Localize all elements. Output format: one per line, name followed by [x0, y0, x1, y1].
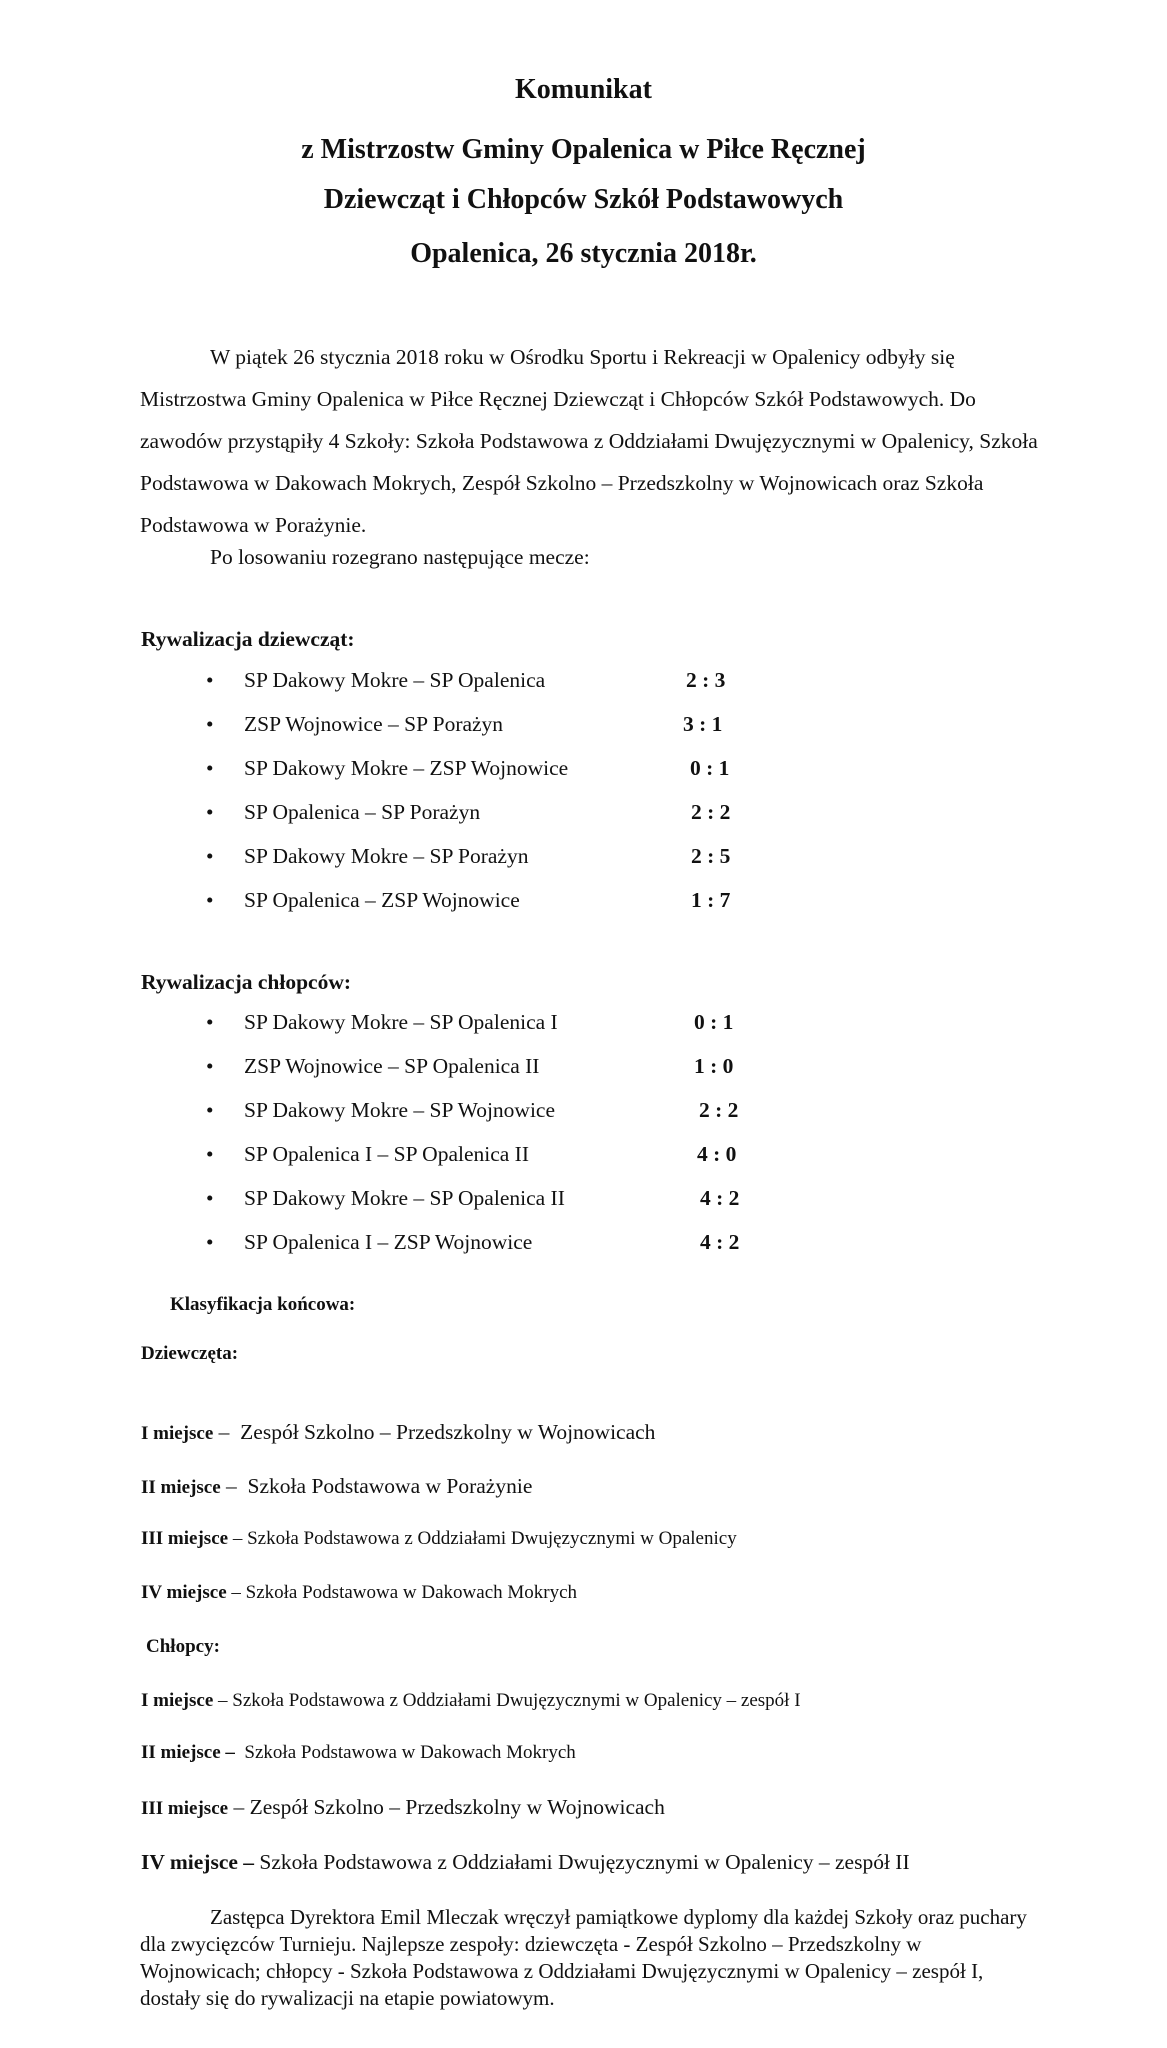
place-rank: IV miejsce – — [141, 1850, 255, 1874]
match-teams: ZSP Wojnowice – SP Opalenica II — [244, 1054, 540, 1078]
place-school: Szkoła Podstawowa w Dakowach Mokrych — [244, 1742, 576, 1763]
boys-place-item — [141, 1850, 910, 1875]
match-score: 4 : 2 — [700, 1230, 740, 1254]
place-school: Szkoła Podstawowa w Porażynie — [247, 1474, 533, 1498]
match-teams: SP Opalenica I – SP Opalenica II — [244, 1142, 530, 1166]
bullet-icon: • — [206, 1230, 214, 1254]
match-score: 1 : 7 — [691, 888, 731, 912]
bullet-icon: • — [206, 1010, 214, 1034]
match-teams: SP Dakowy Mokre – SP Wojnowice — [244, 1098, 556, 1122]
boys-classification-label: Chłopcy: — [146, 1636, 220, 1657]
match-score: 2 : 5 — [691, 844, 731, 868]
girls-matches-heading: Rywalizacja dziewcząt: — [141, 627, 355, 651]
girls-place-item — [141, 1420, 655, 1445]
match-score: 2 : 3 — [686, 668, 726, 692]
match-score: 4 : 2 — [700, 1186, 740, 1210]
girls-place-item — [141, 1582, 577, 1604]
bullet-icon: • — [206, 1054, 214, 1078]
match-score: 0 : 1 — [690, 756, 730, 780]
match-teams: SP Opalenica I – ZSP Wojnowice — [244, 1230, 533, 1254]
match-score: 2 : 2 — [699, 1098, 739, 1122]
bullet-icon: • — [206, 668, 214, 692]
place-rank: III miejsce — [141, 1528, 229, 1549]
bullet-icon: • — [206, 1186, 214, 1210]
classification-heading: Klasyfikacja końcowa: — [170, 1294, 356, 1315]
match-score: 4 : 0 — [697, 1142, 737, 1166]
place-separator — [235, 1742, 245, 1763]
title-line-1: Komunikat — [515, 74, 652, 105]
place-separator: – — [220, 1474, 248, 1498]
place-rank: I miejsce — [141, 1423, 214, 1444]
match-teams: SP Opalenica – ZSP Wojnowice — [244, 888, 520, 912]
bullet-icon: • — [206, 756, 214, 780]
match-teams: SP Dakowy Mokre – ZSP Wojnowice — [244, 756, 569, 780]
match-score: 1 : 0 — [694, 1054, 734, 1078]
boys-place-item — [141, 1742, 576, 1764]
boys-matches-heading: Rywalizacja chłopców: — [141, 970, 352, 994]
place-separator: – — [213, 1420, 241, 1444]
bullet-icon: • — [206, 1142, 214, 1166]
title-line-4: Opalenica, 26 stycznia 2018r. — [410, 238, 757, 269]
match-teams: SP Opalenica – SP Porażyn — [244, 800, 481, 824]
girls-place-item — [141, 1474, 532, 1499]
bullet-icon: • — [206, 800, 214, 824]
match-teams: SP Dakowy Mokre – SP Opalenica — [244, 668, 546, 692]
title-line-2: z Mistrzostw Gminy Opalenica w Piłce Ręcznej — [301, 134, 866, 165]
bullet-icon: • — [206, 712, 214, 736]
place-rank: I miejsce — [141, 1690, 214, 1711]
place-school: Szkoła Podstawowa z Oddziałami Dwujęzycznymi w Opalenicy – zespół I — [232, 1690, 801, 1711]
bullet-icon: • — [206, 844, 214, 868]
place-separator: – — [228, 1528, 248, 1549]
place-separator: – — [228, 1795, 250, 1819]
match-teams: SP Dakowy Mokre – SP Porażyn — [244, 844, 529, 868]
place-separator: – — [226, 1582, 246, 1603]
girls-classification-label: Dziewczęta: — [141, 1343, 239, 1364]
title-line-3: Dziewcząt i Chłopców Szkół Podstawowych — [323, 184, 844, 215]
place-separator: – — [213, 1690, 233, 1711]
match-score: 3 : 1 — [683, 712, 723, 736]
match-teams: SP Dakowy Mokre – SP Opalenica I — [244, 1010, 558, 1034]
place-school: Szkoła Podstawowa w Dakowach Mokrych — [245, 1582, 578, 1603]
place-school: Szkoła Podstawowa z Oddziałami Dwujęzycznymi w Opalenicy — [247, 1528, 737, 1549]
boys-place-item — [141, 1795, 665, 1820]
place-school: Zespół Szkolno – Przedszkolny w Wojnowicach — [249, 1795, 665, 1819]
closing-paragraph: Zastępca Dyrektora Emil Mleczak wręczył pamiątkowe dyplomy dla każdej Szkoły oraz puchary dla zwycięzców Turnieju. Najlepsze zespoły: dziewczęta - Zespół Szkolno – Przedszkolny w Wojnowicach; chłopcy - Szkoła Podstawowa z Oddziałami Dwujęzycznymi w Opalenicy – zespół I, dostały się do rywalizacji na etapie powiatowym. — [140, 1905, 1027, 2010]
intro-paragraph: W piątek 26 stycznia 2018 roku w Ośrodku Sportu i Rekreacji w Opalenicy odbyły się Mistrzostwa Gminy Opalenica w Piłce Ręcznej Dziewcząt i Chłopców Szkół Podstawowych. Do zawodów przystąpiły 4 Szkoły: Szkoła Podstawowa z Oddziałami Dwujęzycznymi w Opalenicy, Szkoła Podstawowa w Dakowach Mokrych, Zespół Szkolno – Przedszkolny w Wojnowicach oraz Szkoła Podstawowa w Porażynie. — [140, 345, 1038, 537]
place-rank: II miejsce — [141, 1477, 221, 1498]
match-score: 2 : 2 — [691, 800, 731, 824]
draw-text: Po losowaniu rozegrano następujące mecze: — [210, 545, 590, 569]
match-score: 0 : 1 — [694, 1010, 734, 1034]
match-teams: SP Dakowy Mokre – SP Opalenica II — [244, 1186, 565, 1210]
place-rank: II miejsce – — [141, 1742, 235, 1763]
match-teams: ZSP Wojnowice – SP Porażyn — [244, 712, 504, 736]
boys-place-item — [141, 1690, 801, 1712]
place-rank: IV miejsce — [141, 1582, 227, 1603]
place-school: Zespół Szkolno – Przedszkolny w Wojnowicach — [240, 1420, 656, 1444]
place-school: Szkoła Podstawowa z Oddziałami Dwujęzycznymi w Opalenicy – zespół II — [259, 1850, 910, 1874]
bullet-icon: • — [206, 888, 214, 912]
bullet-icon: • — [206, 1098, 214, 1122]
girls-place-item — [141, 1528, 737, 1550]
place-rank: III miejsce — [141, 1798, 229, 1819]
